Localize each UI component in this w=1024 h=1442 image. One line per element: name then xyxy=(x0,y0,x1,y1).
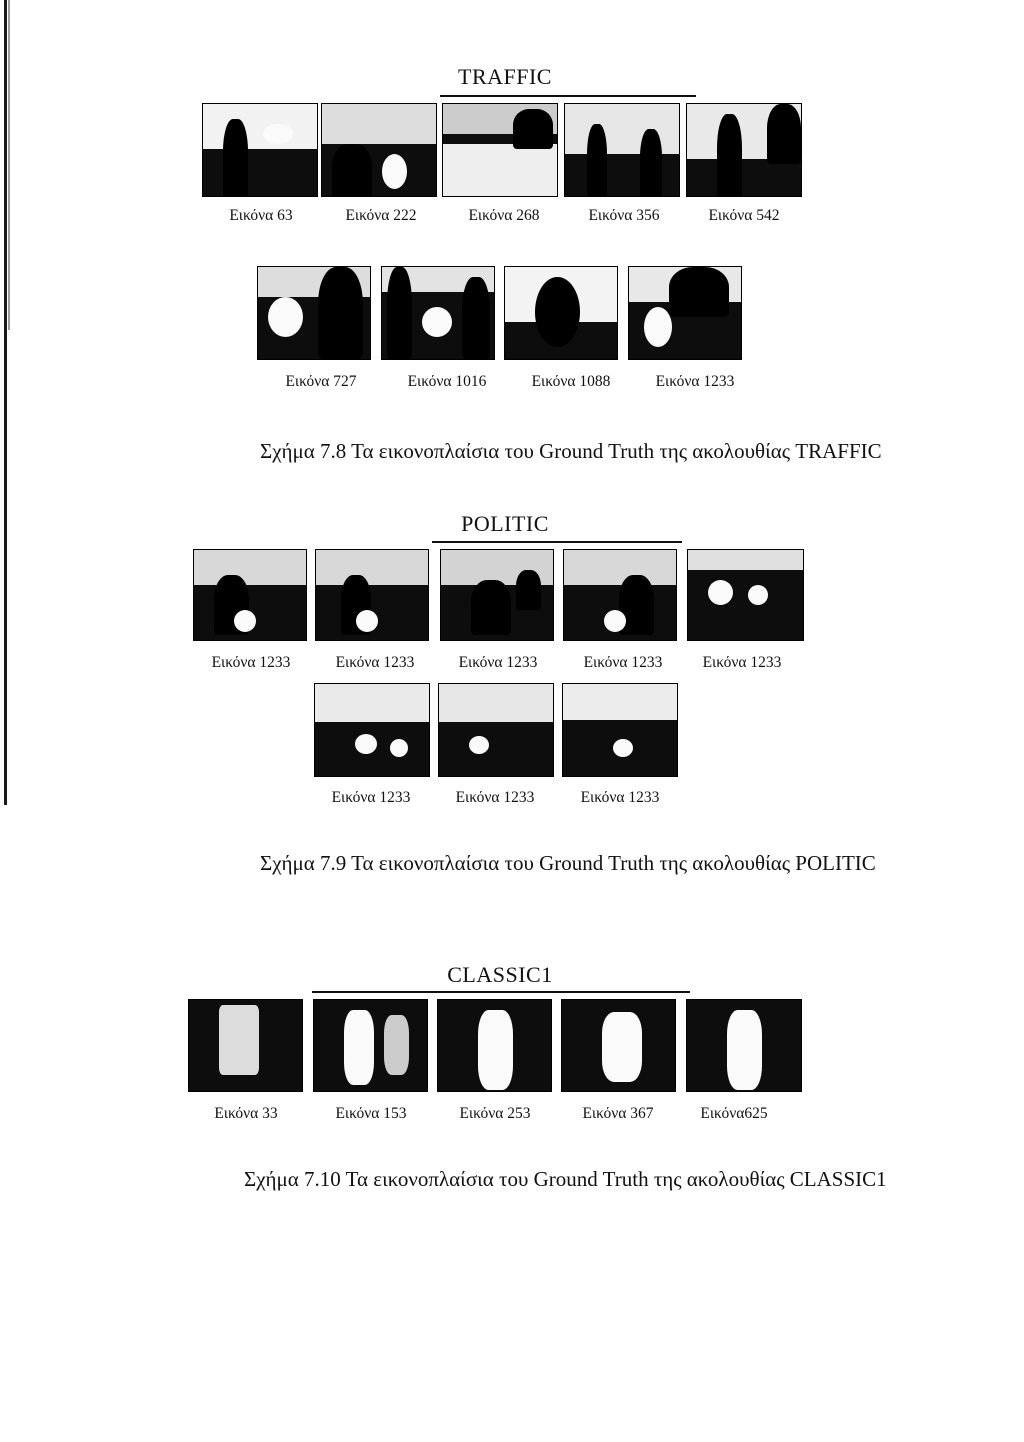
frame-caption: Εικόνα 1016 xyxy=(407,373,487,390)
figure-caption-classic1: Σχήμα 7.10 Τα εικονοπλαίσια του Ground Truth της ακολουθίας CLASSIC1 xyxy=(244,1167,887,1191)
frame-caption: Εικόνα 367 xyxy=(582,1105,654,1122)
frame-thumbnail xyxy=(563,549,677,641)
frame-thumbnail xyxy=(561,999,676,1092)
frame-caption: Εικόνα 1233 xyxy=(455,789,535,806)
frame-caption: Εικόνα 153 xyxy=(335,1105,407,1122)
frame-thumbnail xyxy=(314,683,430,777)
frame-thumbnail xyxy=(321,103,437,197)
frame-thumbnail xyxy=(315,549,429,641)
frame-caption: Εικόνα 356 xyxy=(588,207,660,224)
frame-thumbnail xyxy=(562,683,678,777)
figure-caption-traffic: Σχήμα 7.8 Τα εικονοπλαίσια του Ground Truth της ακολουθίας TRAFFIC xyxy=(260,439,882,463)
frame-caption: Εικόνα 253 xyxy=(459,1105,531,1122)
frame-caption: Εικόνα 1233 xyxy=(458,654,538,671)
frame-thumbnail xyxy=(687,549,804,641)
frame-thumbnail xyxy=(188,999,303,1092)
frame-thumbnail xyxy=(686,103,802,197)
frame-thumbnail xyxy=(381,266,495,360)
section-title-politic: POLITIC xyxy=(461,511,549,536)
section-title-classic1: CLASSIC1 xyxy=(447,962,553,987)
frame-thumbnail xyxy=(202,103,318,197)
frame-caption: Εικόνα 1088 xyxy=(531,373,611,390)
frame-caption: Εικόνα 1233 xyxy=(655,373,735,390)
title-rule xyxy=(440,95,696,97)
frame-thumbnail xyxy=(686,999,802,1092)
frame-caption: Εικόνα625 xyxy=(700,1105,768,1122)
figure-caption-politic: Σχήμα 7.9 Τα εικονοπλαίσια του Ground Truth της ακολουθίας POLITIC xyxy=(260,851,876,875)
frame-thumbnail xyxy=(193,549,307,641)
frame-thumbnail xyxy=(564,103,680,197)
frame-caption: Εικόνα 727 xyxy=(285,373,357,390)
frame-caption: Εικόνα 1233 xyxy=(211,654,291,671)
frame-caption: Εικόνα 1233 xyxy=(331,789,411,806)
frame-caption: Εικόνα 542 xyxy=(708,207,780,224)
section-title-traffic: TRAFFIC xyxy=(458,64,552,89)
frame-thumbnail xyxy=(440,549,554,641)
frame-thumbnail xyxy=(628,266,742,360)
frame-caption: Εικόνα 1233 xyxy=(580,789,660,806)
frame-thumbnail xyxy=(313,999,428,1092)
frame-caption: Εικόνα 33 xyxy=(214,1105,278,1122)
scan-edge-line xyxy=(4,0,7,805)
title-rule xyxy=(312,991,690,993)
frame-caption: Εικόνα 63 xyxy=(229,207,293,224)
frame-thumbnail xyxy=(442,103,558,197)
frame-caption: Εικόνα 1233 xyxy=(335,654,415,671)
frame-caption: Εικόνα 1233 xyxy=(583,654,663,671)
frame-caption: Εικόνα 222 xyxy=(345,207,417,224)
frame-caption: Εικόνα 268 xyxy=(468,207,540,224)
scan-edge-line xyxy=(8,0,10,330)
frame-caption: Εικόνα 1233 xyxy=(702,654,782,671)
frame-thumbnail xyxy=(437,999,552,1092)
title-rule xyxy=(432,541,682,543)
frame-thumbnail xyxy=(257,266,371,360)
frame-thumbnail xyxy=(504,266,618,360)
frame-thumbnail xyxy=(438,683,554,777)
